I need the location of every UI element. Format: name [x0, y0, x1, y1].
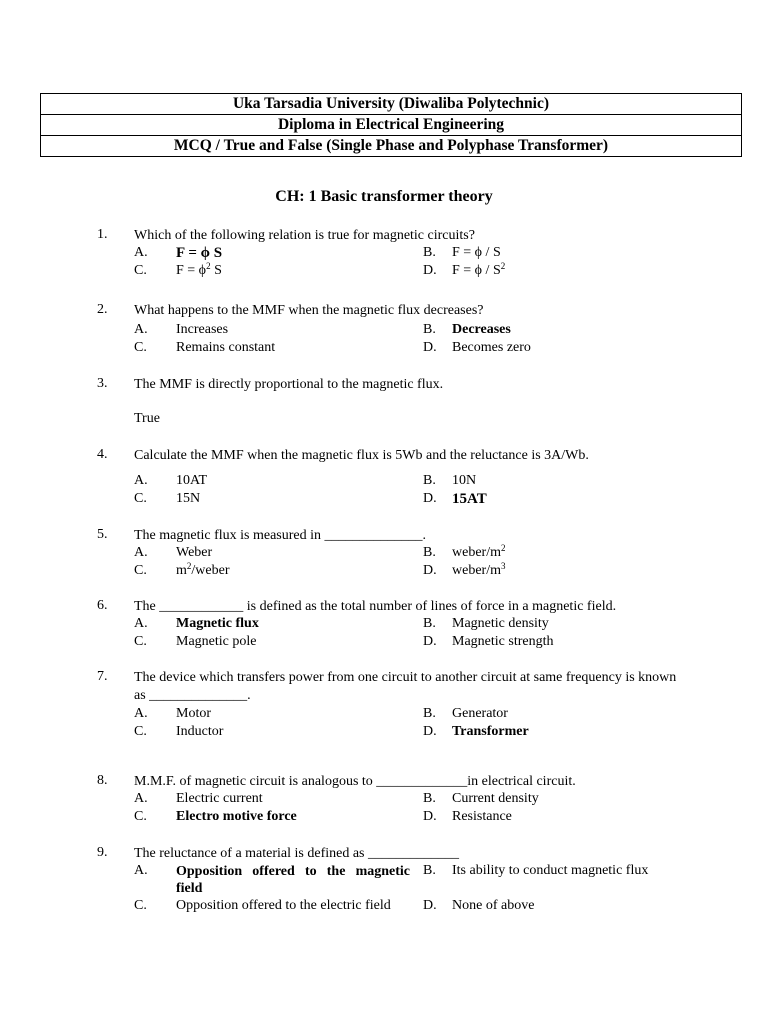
- option-a: 10AT: [176, 473, 208, 488]
- option-d: Resistance: [452, 809, 512, 824]
- answer-text: True: [134, 411, 160, 426]
- option-label: B.: [423, 706, 436, 721]
- option-label: D.: [423, 724, 437, 739]
- option-label: D.: [423, 563, 437, 578]
- option-c: $F = \phi^2$ S: [176, 261, 222, 278]
- question-number: 9.: [97, 845, 108, 860]
- option-label: A.: [134, 245, 148, 260]
- option-a: Magnetic flux: [176, 616, 259, 631]
- option-label: C.: [134, 634, 147, 649]
- option-label: D.: [423, 340, 437, 355]
- option-label: B.: [423, 322, 436, 337]
- option-label: B.: [423, 616, 436, 631]
- option-label: C.: [134, 263, 147, 278]
- question-text: The MMF is directly proportional to the magnetic flux.: [134, 377, 444, 392]
- option-label: A.: [134, 545, 148, 560]
- option-label: D.: [423, 634, 437, 649]
- option-d: Becomes zero: [452, 340, 531, 355]
- option-c: Remains constant: [176, 340, 276, 355]
- option-c: Inductor: [176, 724, 224, 739]
- option-label: B.: [423, 473, 436, 488]
- option-c: Electro motive force: [176, 809, 297, 824]
- option-b: Decreases: [452, 322, 511, 337]
- option-label: C.: [134, 491, 147, 506]
- option-c: Opposition offered to the electric field: [176, 898, 391, 913]
- question-number: 6.: [97, 598, 108, 613]
- question-text: The reluctance of a material is defined as _____________: [134, 846, 459, 861]
- option-d: weber/$m^3$: [452, 561, 506, 578]
- option-a: Opposition offered to the magnetic field: [176, 864, 410, 896]
- question-text: Calculate the MMF when the magnetic flux is 5Wb and the reluctance is 3A/Wb.: [134, 448, 589, 463]
- option-label: C.: [134, 724, 147, 739]
- document-header: [40, 93, 742, 157]
- option-label: D.: [423, 263, 437, 278]
- option-label: C.: [134, 898, 147, 913]
- question-text: The ____________ is defined as the total number of lines of force in a magnetic field.: [134, 599, 617, 614]
- option-label: A.: [134, 791, 148, 806]
- option-a: Motor: [176, 706, 211, 721]
- option-label: A.: [134, 616, 148, 631]
- option-label: B.: [423, 863, 436, 878]
- question-number: 7.: [97, 669, 108, 684]
- option-label: B.: [423, 545, 436, 560]
- option-b: Magnetic density: [452, 616, 549, 631]
- option-a: F = ϕ S: [176, 245, 223, 261]
- question-text: The magnetic flux is measured in ______________.: [134, 528, 426, 543]
- option-b: Generator: [452, 706, 508, 721]
- question-number: 5.: [97, 527, 108, 542]
- option-a: Electric current: [176, 791, 263, 806]
- option-b: 10N: [452, 473, 477, 488]
- option-d: None of above: [452, 898, 535, 913]
- option-c: Magnetic pole: [176, 634, 257, 649]
- university-title: Uka Tarsadia University (Diwaliba Polytechnic): [232, 95, 550, 112]
- question-number: 2.: [97, 302, 108, 317]
- option-label: C.: [134, 809, 147, 824]
- option-label: D.: [423, 898, 437, 913]
- chapter-title: CH: 1 Basic transformer theory: [275, 188, 493, 205]
- question-number: 4.: [97, 447, 108, 462]
- option-label: A.: [134, 706, 148, 721]
- section-title: MCQ / True and False (Single Phase and Polyphase Transformer): [41, 135, 741, 156]
- option-d: Transformer: [452, 724, 529, 739]
- question-text: The device which transfers power from one circuit to another circuit at same frequency is known as ______________.: [134, 670, 677, 703]
- option-label: B.: [423, 245, 436, 260]
- question-number: 3.: [97, 376, 108, 391]
- option-b: weber/$m^2$: [452, 543, 506, 560]
- option-label: D.: [423, 809, 437, 824]
- option-label: C.: [134, 340, 147, 355]
- option-c: $m^2$/weber: [176, 561, 230, 578]
- option-d: Magnetic strength: [452, 634, 554, 649]
- option-label: A.: [134, 863, 148, 878]
- option-label: D.: [423, 491, 437, 506]
- option-label: A.: [134, 473, 148, 488]
- question-number: 8.: [97, 773, 108, 788]
- option-label: B.: [423, 791, 436, 806]
- question-number: 1.: [97, 227, 108, 242]
- option-c: 15N: [176, 491, 201, 506]
- option-label: A.: [134, 322, 148, 337]
- option-b: F = ϕ / S: [452, 245, 501, 260]
- option-a: Weber: [176, 545, 213, 560]
- program-title: Diploma in Electrical Engineering: [41, 114, 741, 135]
- question-text: Which of the following relation is true for magnetic circuits?: [134, 228, 475, 243]
- option-b: Its ability to conduct magnetic flux: [452, 863, 649, 878]
- option-a: Increases: [176, 322, 229, 337]
- question-text: M.M.F. of magnetic circuit is analogous to _____________in electrical circuit.: [134, 774, 576, 789]
- option-d: 15AT: [452, 491, 487, 507]
- question-text: What happens to the MMF when the magnetic flux decreases?: [134, 303, 484, 318]
- option-b: Current density: [452, 791, 539, 806]
- option-d: $F = \phi / S^2$: [452, 261, 506, 278]
- option-label: C.: [134, 563, 147, 578]
